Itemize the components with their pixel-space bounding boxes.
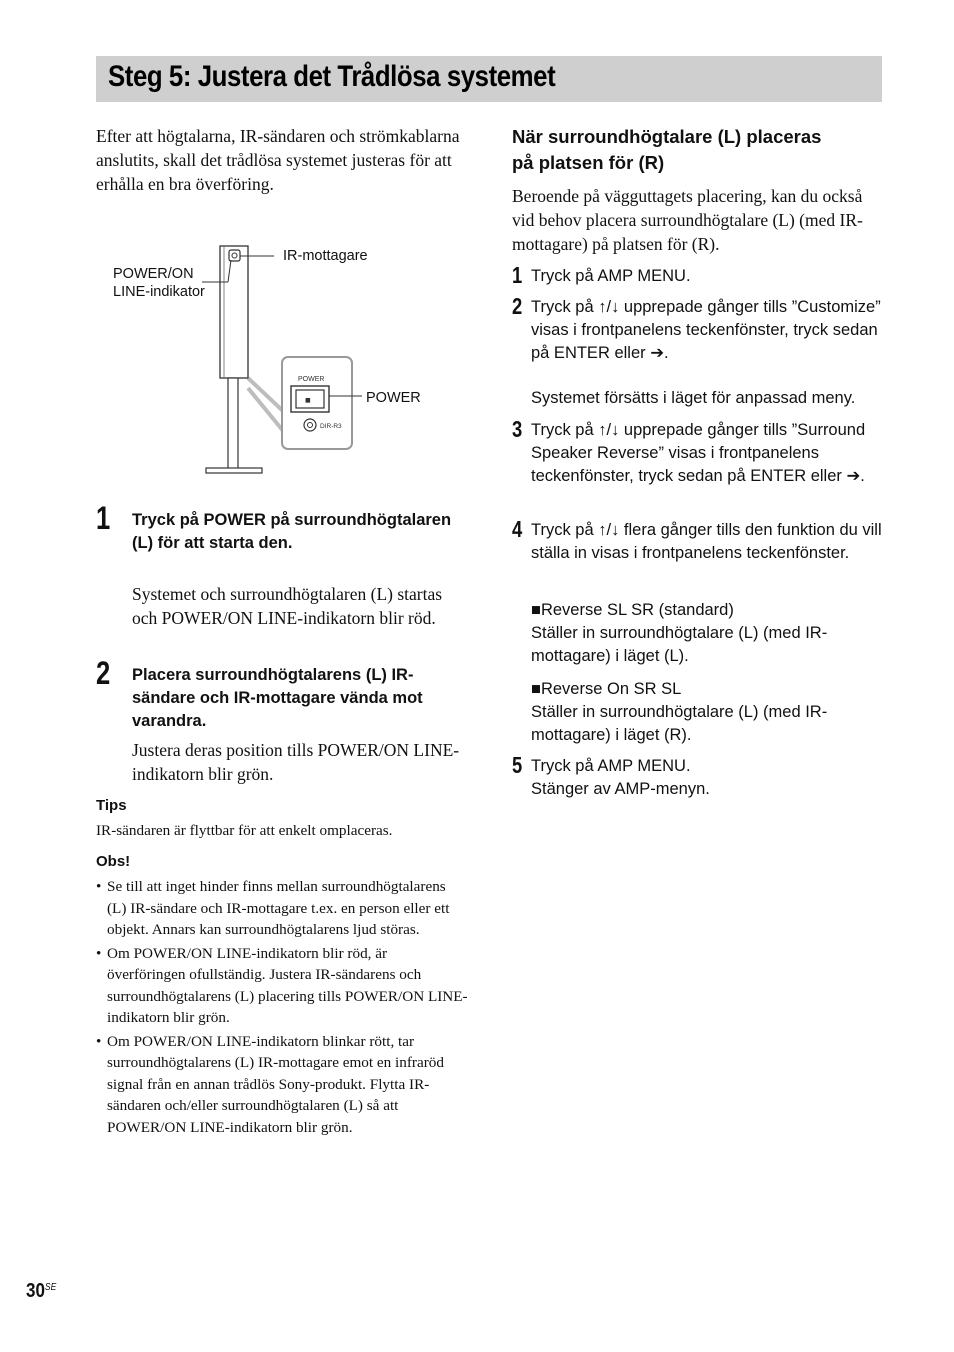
option-desc: Ställer in surroundhögtalare (L) (med IR-mottagare) i läget (R). (531, 703, 828, 744)
tips-heading: Tips (96, 797, 127, 814)
step-1-body: Systemet och surroundhögtalaren (L) startas och POWER/ON LINE-indikatorn blir röd. (132, 584, 443, 628)
page-title: Steg 5: Justera det Trådlösa systemet (108, 60, 556, 93)
right-heading: När surroundhögtalare (L) placeras på platsen för (R) (512, 126, 822, 173)
right-step-sub: Systemet försätts i läget för anpassad meny. (531, 389, 856, 407)
obs-item: • Om POWER/ON LINE-indikatorn blir röd, är överföringen ofullständig. Justera IR-sändarens och surroundhögtalarens (L) placering tills POWER/ON LINE-indikatorn blir grön. (96, 943, 468, 1029)
page-number (26, 1280, 56, 1303)
step-number-1: 1 (96, 500, 111, 536)
option-desc: Ställer in surroundhögtalare (L) (med IR-mottagare) i läget (L). (531, 624, 828, 665)
obs-item: • Se till att inget hinder finns mellan surroundhögtalarens (L) IR-sändare och IR-mottagare t.ex. en person eller ett objekt. Annars kan surroundhögtalarens ljud störas. (96, 876, 468, 941)
step-2-heading: Placera surroundhögtalarens (L) IR-sändare och IR-mottagare vända mot varandra. (132, 666, 423, 730)
speaker-stand (228, 378, 238, 470)
right-steps (512, 0, 912, 1352)
right-step-number: 5 (512, 752, 523, 778)
right-step-number: 3 (512, 416, 523, 442)
right-step-text: Tryck på AMP MENU. (531, 267, 691, 285)
right-step-text: Tryck på ↑/↓ flera gånger tills den funktion du vill ställa in visas i frontpanelens teckenfönster. (531, 521, 882, 562)
small-dir-text: DIR-R3 (320, 423, 342, 430)
obs-heading: Obs! (96, 853, 131, 870)
option-name: ■Reverse SL SR (standard) (531, 601, 734, 619)
right-step-number: 2 (512, 293, 523, 319)
label-power: POWER (366, 390, 421, 406)
left-column (96, 124, 466, 196)
right-step-sub: Stänger av AMP-menyn. (531, 780, 710, 798)
right-step-number: 1 (512, 262, 523, 288)
option-name: ■Reverse On SR SL (531, 680, 682, 698)
right-step-text: Tryck på ↑/↓ upprepade gånger tills ”Customize” visas i frontpanelens teckenfönster, tryck sedan på ENTER eller ➔. (531, 298, 881, 362)
step-number-2: 2 (96, 655, 111, 691)
small-power-text: POWER (298, 376, 325, 383)
page-number-value: 30 (26, 1280, 45, 1302)
obs-item: • Om POWER/ON LINE-indikatorn blinkar rött, tar surroundhögtalarens (L) IR-mottagare emot en infraröd signal från en annan trådlös Sony-produkt. Flytta IR-sändaren och/eller surroundhögtalaren (L) så att POWER/ON LINE-indikatorn blir grön. (96, 1031, 468, 1139)
option-reverse-sl-sr (531, 599, 871, 668)
speaker-base (206, 468, 262, 473)
step-1-heading: Tryck på POWER på surroundhögtalaren (L) för att starta den. (132, 511, 452, 552)
right-step-text: Tryck på ↑/↓ upprepade gånger tills ”Surround Speaker Reverse” visas i frontpanelens teckenfönster, tryck sedan på ENTER eller ➔. (531, 421, 866, 485)
option-reverse-on-sr-sl (531, 678, 871, 747)
right-step-text: Tryck på AMP MENU. (531, 757, 691, 775)
intro-text: Efter att högtalarna, IR-sändaren och strömkablarna anslutits, skall det trådlösa systemet justeras för att erhålla en bra överföring. (96, 126, 460, 194)
right-step-number: 4 (512, 516, 523, 542)
tips-text: IR-sändaren är flyttbar för att enkelt omplaceras. (96, 822, 393, 839)
step-2-body: Justera deras position tills POWER/ON LINE-indikatorn blir grön. (132, 740, 460, 784)
label-line-indicator: LINE-indikator (113, 284, 205, 300)
right-intro: Beroende på vägguttagets placering, kan du också vid behov placera surroundhögtalare (L) (med IR-mottagare) på platsen för (R). (512, 186, 863, 254)
page-number-suffix: SE (44, 1282, 57, 1293)
obs-list (96, 876, 468, 1140)
label-ir-receiver: IR-mottagare (283, 248, 368, 264)
label-power-on: POWER/ON (113, 266, 194, 282)
svg-text:■: ■ (305, 397, 311, 404)
